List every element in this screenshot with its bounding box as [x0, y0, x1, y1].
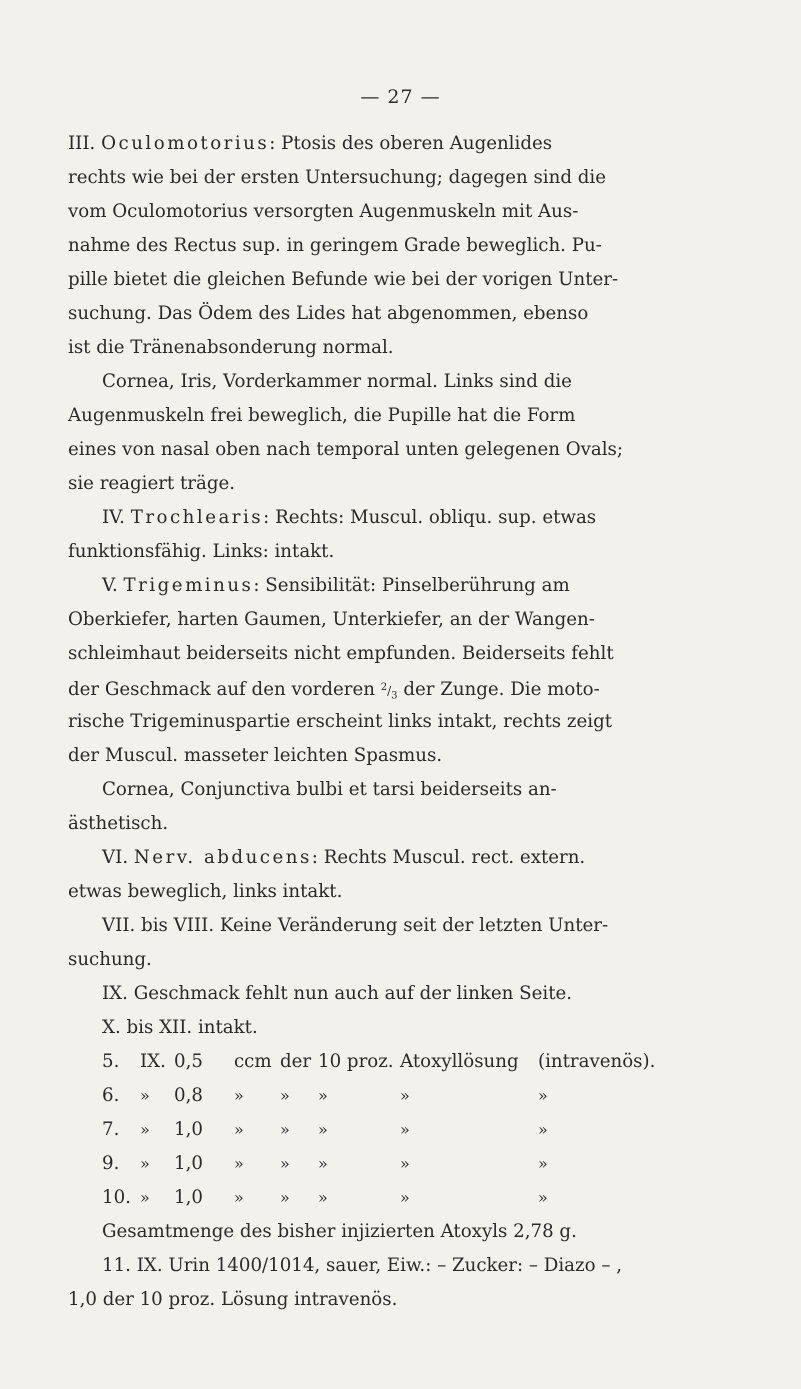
text-line: Cornea, Conjunctiva bulbi et tarsi beiderseits an-: [102, 779, 557, 800]
text-line: IX. Geschmack fehlt nun auch auf der linken Seite.: [102, 983, 573, 1004]
text-line: X. bis XII. intakt.: [102, 1017, 258, 1038]
injection-dose: 1,0: [174, 1187, 203, 1208]
injection-row: [68, 1147, 736, 1181]
injection-row: [68, 1181, 736, 1215]
injection-concentration: 10 proz.: [318, 1051, 394, 1072]
fraction: $^2/_3$: [380, 682, 398, 702]
text-line: suchung. Das Ödem des Lides hat abgenommen, ebenso: [68, 303, 589, 324]
injection-unit: ccm: [234, 1051, 272, 1072]
injection-route: »: [538, 1188, 548, 1207]
nerve-name: Trochlearis: [130, 507, 264, 528]
injection-solution: Atoxyllösung: [400, 1051, 519, 1072]
injection-concentration: »: [318, 1188, 328, 1207]
injection-article: »: [280, 1154, 290, 1173]
injection-unit: »: [234, 1188, 244, 1207]
injection-article: der: [280, 1051, 312, 1072]
injection-solution: »: [400, 1120, 410, 1139]
injection-article: »: [280, 1120, 290, 1139]
text-line: nahme des Rectus sup. in geringem Grade beweglich. Pu-: [68, 235, 602, 256]
nerve-name: Nerv. abducens: [133, 847, 312, 868]
fraction-denominator: 3: [391, 690, 398, 702]
injection-month: »: [140, 1154, 150, 1173]
text-line: suchung.: [68, 949, 152, 970]
text-line: rische Trigeminuspartie erscheint links intakt, rechts zeigt: [68, 711, 613, 732]
text-line: [68, 127, 736, 161]
injection-month: »: [140, 1120, 150, 1139]
injection-row: [68, 1079, 736, 1113]
text-line: ästhetisch.: [68, 813, 169, 834]
section-number: III.: [68, 133, 102, 154]
injection-solution: »: [400, 1086, 410, 1105]
text-line: sie reagiert träge.: [68, 473, 236, 494]
text-fragment: : Sensibilität: Pinselberührung am: [253, 575, 570, 596]
fraction-numerator: 2: [380, 682, 388, 693]
injection-route: »: [538, 1086, 548, 1105]
text-line: Oberkiefer, harten Gaumen, Unterkiefer, an der Wangen-: [68, 609, 595, 630]
text-fragment: der Zunge. Die moto-: [397, 679, 600, 700]
text-line: Cornea, Iris, Vorderkammer normal. Links sind die: [102, 371, 572, 392]
total-line: Gesamtmenge des bisher injizierten Atoxyls 2,78 g.: [102, 1221, 577, 1242]
text-fragment: : Rechts Muscul. rect. extern.: [311, 847, 586, 868]
injection-month: IX.: [140, 1051, 166, 1072]
injection-unit: »: [234, 1120, 244, 1139]
injection-month: »: [140, 1086, 150, 1105]
text-fragment: der Geschmack auf den vorderen: [68, 679, 381, 700]
text-line: [68, 671, 736, 705]
injection-row: [68, 1045, 736, 1079]
injection-article: »: [280, 1086, 290, 1105]
text-line: 1,0 der 10 proz. Lösung intravenös.: [68, 1289, 398, 1310]
injection-date: 6.: [102, 1085, 120, 1106]
injection-route: »: [538, 1120, 548, 1139]
injection-dose: 1,0: [174, 1119, 203, 1140]
text-line: funktionsfähig. Links: intakt.: [68, 541, 335, 562]
injection-month: »: [140, 1188, 150, 1207]
nerve-name: Trigeminus: [123, 575, 254, 596]
injection-concentration: »: [318, 1154, 328, 1173]
injection-row: [68, 1113, 736, 1147]
section-number: IV.: [102, 507, 131, 528]
injection-unit: »: [234, 1086, 244, 1105]
injection-article: »: [280, 1188, 290, 1207]
injection-dose: 1,0: [174, 1153, 203, 1174]
page-number: — 27 —: [360, 86, 441, 108]
injection-date: 7.: [102, 1119, 120, 1140]
text-line: Augenmuskeln frei beweglich, die Pupille hat die Form: [68, 405, 576, 426]
text-fragment: : Ptosis des oberen Augenlides: [269, 133, 553, 154]
text-line: der Muscul. masseter leichten Spasmus.: [68, 745, 443, 766]
injection-solution: »: [400, 1154, 410, 1173]
text-line: 11. IX. Urin 1400/1014, sauer, Eiw.: – Zucker: – Diazo – ,: [102, 1255, 622, 1276]
injection-dose: 0,8: [174, 1085, 203, 1106]
text-line: VII. bis VIII. Keine Veränderung seit der letzten Unter-: [102, 915, 609, 936]
injection-unit: »: [234, 1154, 244, 1173]
injection-date: 9.: [102, 1153, 120, 1174]
text-line: rechts wie bei der ersten Untersuchung; dagegen sind die: [68, 167, 606, 188]
nerve-name: Oculomotorius: [101, 133, 270, 154]
text-line: pille bietet die gleichen Befunde wie bei der vorigen Unter-: [68, 269, 619, 290]
text-line: etwas beweglich, links intakt.: [68, 881, 343, 902]
injection-solution: »: [400, 1188, 410, 1207]
text-line: vom Oculomotorius versorgten Augenmuskeln mit Aus-: [68, 201, 579, 222]
section-number: V.: [102, 575, 124, 596]
injection-date: 5.: [102, 1051, 120, 1072]
text-line: eines von nasal oben nach temporal unten gelegenen Ovals;: [68, 439, 624, 460]
text-line: [68, 841, 736, 875]
injection-dose: 0,5: [174, 1051, 203, 1072]
body-text: [68, 127, 736, 1317]
injection-concentration: »: [318, 1086, 328, 1105]
text-line: [68, 501, 736, 535]
section-number: VI.: [102, 847, 134, 868]
text-line: [68, 569, 736, 603]
injection-route: (intravenös).: [538, 1051, 656, 1072]
injection-route: »: [538, 1154, 548, 1173]
injection-concentration: »: [318, 1120, 328, 1139]
text-line: schleimhaut beiderseits nicht empfunden. Beiderseits fehlt: [68, 643, 614, 664]
text-line: ist die Tränenabsonderung normal.: [68, 337, 394, 358]
text-fragment: : Rechts: Muscul. obliqu. sup. etwas: [263, 507, 597, 528]
injection-date: 10.: [102, 1187, 131, 1208]
